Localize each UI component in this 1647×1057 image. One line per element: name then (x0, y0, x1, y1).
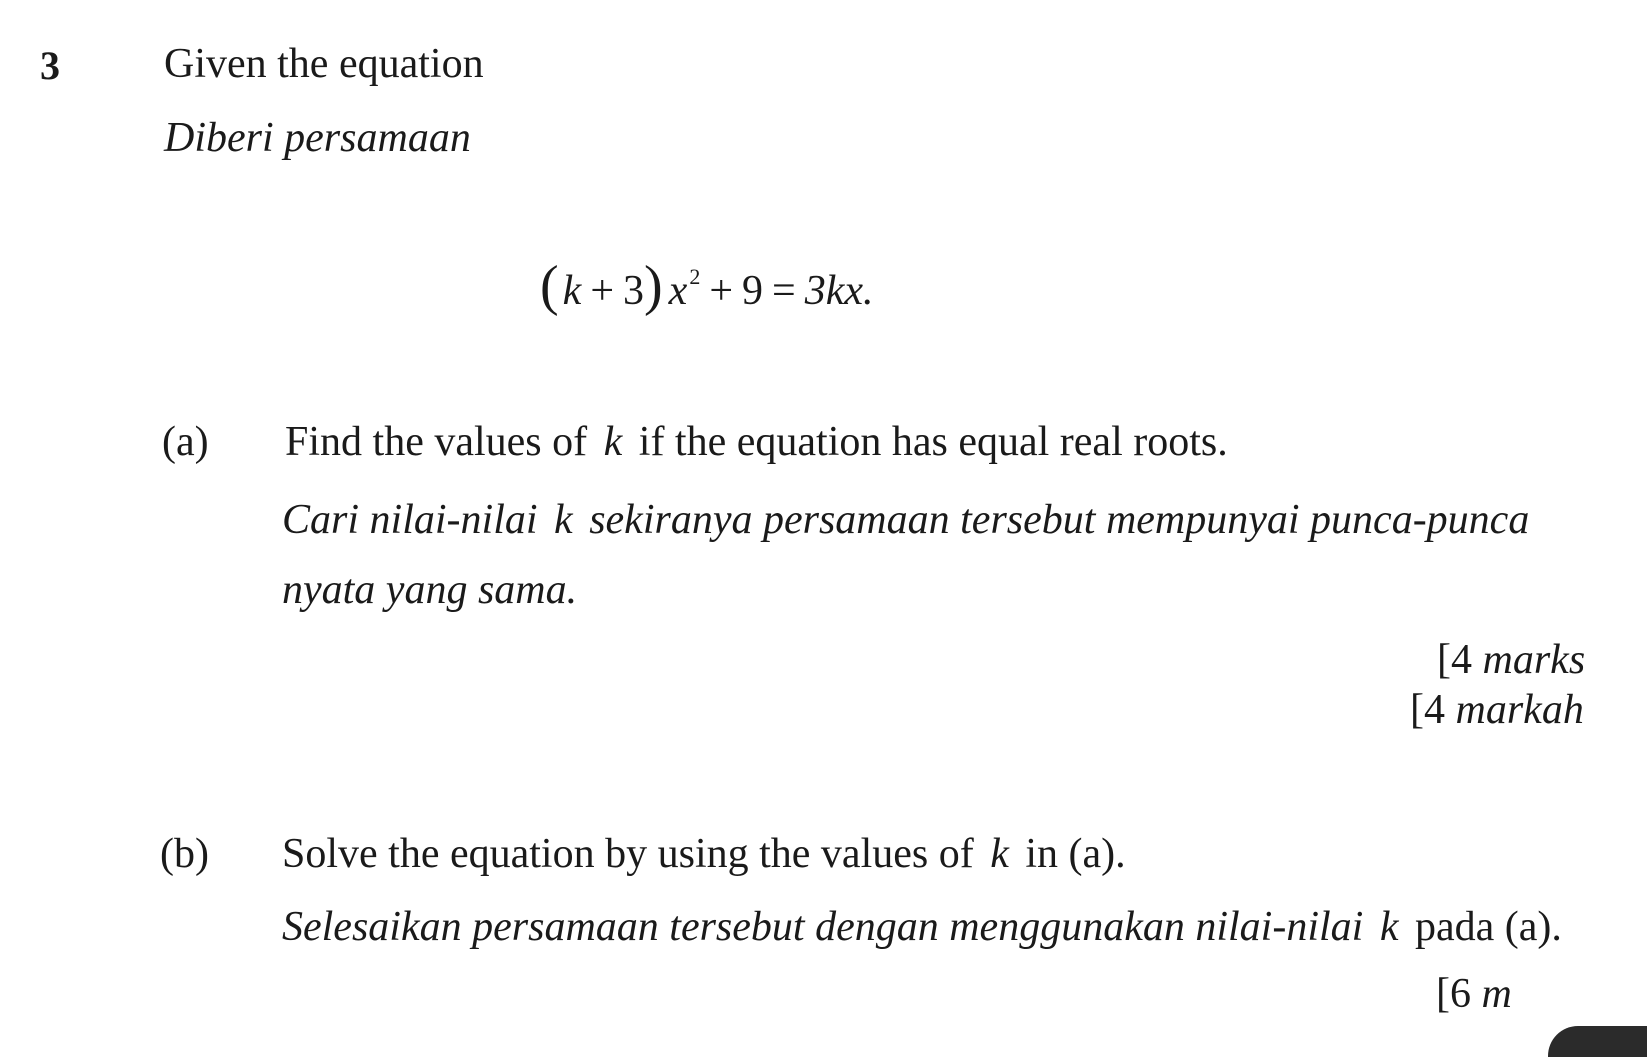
equation-open-paren: ( (540, 255, 559, 317)
part-a-label: (a) (162, 419, 209, 465)
part-b-text-en-before: Solve the equation by using the values of (282, 831, 974, 877)
part-a-k-my: k (554, 497, 573, 543)
part-b-marks-prefix: [6 (1436, 971, 1471, 1017)
part-b-text-my-before: Selesaikan persamaan tersebut dengan menggunakan nilai-nilai (282, 904, 1364, 950)
part-a-text-en-before: Find the values of (285, 419, 588, 465)
equation-rhs: 3kx. (804, 268, 874, 314)
part-a-text-my-line1 (282, 496, 1529, 544)
part-b-label: (b) (160, 831, 209, 877)
part-a-text-en-after: if the equation has equal real roots. (638, 419, 1228, 465)
equation-plus-2: + (709, 268, 733, 314)
part-a-text-my-line2: nyata yang sama. (282, 567, 578, 613)
part-a-marks-en (1437, 636, 1585, 684)
part-a-marks-my (1410, 686, 1584, 734)
equation-exponent: 2 (689, 264, 701, 289)
part-a-text-en (285, 418, 1228, 466)
part-b-text-en-after: in (a). (1025, 831, 1126, 877)
equation-nine: 9 (742, 268, 763, 314)
part-a-text-my-after: sekiranya persamaan tersebut mempunyai punca-punca (589, 497, 1530, 543)
part-b-text-my-after: pada (a). (1415, 904, 1562, 950)
part-b-marks-word: m (1481, 971, 1512, 1017)
equation (540, 255, 874, 317)
part-b-marks (1436, 970, 1512, 1018)
part-a-marks-my-word: markah (1455, 687, 1584, 733)
overlay-handle[interactable] (1548, 1026, 1647, 1057)
part-a-k-en: k (603, 419, 623, 465)
question-intro-my: Diberi persamaan (164, 115, 471, 161)
question-intro-en: Given the equation (164, 41, 484, 87)
part-a-marks-en-word: marks (1482, 637, 1586, 683)
part-a-text-my-before: Cari nilai-nilai (282, 497, 538, 543)
equation-plus-1: + (590, 268, 614, 314)
part-a-marks-en-prefix: [4 (1437, 637, 1472, 683)
equation-three: 3 (623, 268, 644, 314)
equation-close-paren: ) (644, 255, 663, 317)
part-b-k-en: k (990, 831, 1009, 877)
part-b-k-my: k (1379, 904, 1399, 950)
part-b-text-my (282, 903, 1562, 951)
equation-x: x (668, 268, 688, 314)
equation-k: k (562, 268, 582, 314)
equation-equals: = (772, 268, 796, 314)
question-number: 3 (40, 43, 60, 88)
part-b-text-en (282, 830, 1126, 878)
part-a-marks-my-prefix: [4 (1410, 687, 1445, 733)
